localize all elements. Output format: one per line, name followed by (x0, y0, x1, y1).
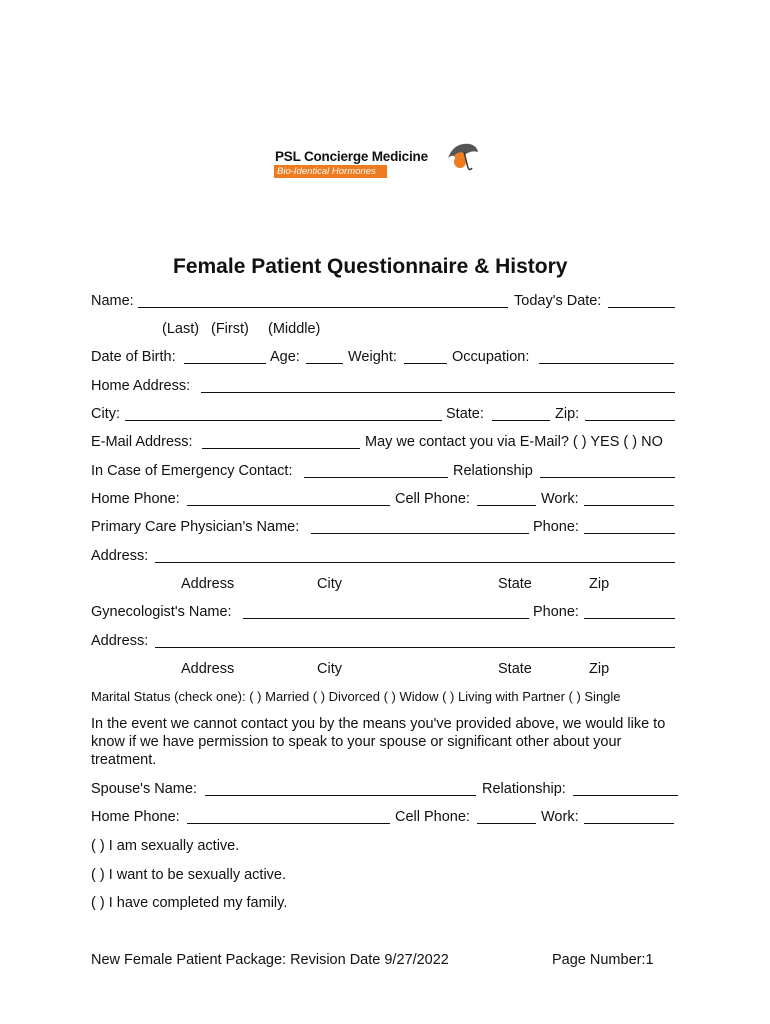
pcp-phone-field[interactable] (584, 533, 675, 534)
spouse-work-field[interactable] (584, 823, 674, 824)
check-sexually-active[interactable]: ( ) I am sexually active. (91, 838, 240, 854)
email-contact-question: May we contact you via E-Mail? ( ) YES ( ) NO (365, 434, 663, 450)
gyn-phone-field[interactable] (584, 618, 675, 619)
occupation-label: Occupation: (452, 349, 530, 365)
emergency-contact-field[interactable] (304, 477, 448, 478)
permission-paragraph: In the event we cannot contact you by the means you've provided above, we would like to know if we have permission to speak to your spouse or significant other about your treatment. (91, 716, 666, 768)
work-label: Work: (541, 491, 579, 507)
spouse-cell-phone-field[interactable] (477, 823, 536, 824)
todays-date-field[interactable] (608, 307, 675, 308)
name-sub-middle: (Middle) (268, 321, 321, 337)
emergency-relationship-field[interactable] (540, 477, 675, 478)
name-label: Name: (91, 293, 134, 309)
home-address-field[interactable] (201, 392, 675, 393)
spouse-home-phone-field[interactable] (187, 823, 390, 824)
weight-field[interactable] (404, 363, 447, 364)
gyn-address-label: Address: (91, 633, 149, 649)
cell-phone-field[interactable] (477, 505, 536, 506)
spouse-name-field[interactable] (205, 795, 476, 796)
weight-label: Weight: (348, 349, 397, 365)
pcp-addr-sub-city: City (317, 576, 342, 592)
occupation-field[interactable] (539, 363, 674, 364)
email-label: E-Mail Address: (91, 434, 193, 450)
name-field[interactable] (138, 307, 508, 308)
state-label: State: (446, 406, 484, 422)
home-phone-label: Home Phone: (91, 491, 180, 507)
cell-phone-label: Cell Phone: (395, 491, 470, 507)
dob-field[interactable] (184, 363, 266, 364)
name-sub-first: (First) (211, 321, 249, 337)
state-field[interactable] (492, 420, 550, 421)
page-title: Female Patient Questionnaire & History (173, 255, 568, 278)
pcp-phone-label: Phone: (533, 519, 579, 535)
spouse-work-label: Work: (541, 809, 579, 825)
emergency-contact-label: In Case of Emergency Contact: (91, 463, 293, 479)
spouse-relationship-label: Relationship: (482, 781, 566, 797)
gyn-addr-sub-address: Address (181, 661, 235, 677)
spouse-home-phone-label: Home Phone: (91, 809, 180, 825)
gyn-phone-label: Phone: (533, 604, 579, 620)
spouse-cell-phone-label: Cell Phone: (395, 809, 470, 825)
marital-status-options[interactable]: Marital Status (check one): ( ) Married ( ) Divorced ( ) Widow ( ) Living with Partner ( ) Single (91, 689, 621, 704)
gyn-name-field[interactable] (243, 618, 529, 619)
city-label: City: (91, 406, 120, 422)
gyn-addr-sub-city: City (317, 661, 342, 677)
email-field[interactable] (202, 448, 360, 449)
check-completed-family[interactable]: ( ) I have completed my family. (91, 895, 288, 911)
pcp-name-label: Primary Care Physician's Name: (91, 519, 300, 535)
spouse-relationship-field[interactable] (573, 795, 678, 796)
zip-label: Zip: (555, 406, 580, 422)
gyn-addr-sub-state: State (498, 661, 532, 677)
pcp-name-field[interactable] (311, 533, 529, 534)
home-address-label: Home Address: (91, 378, 191, 394)
name-sub-last: (Last) (162, 321, 200, 337)
umbrella-logo-icon (444, 138, 480, 172)
pcp-address-field[interactable] (155, 562, 675, 563)
pcp-addr-sub-state: State (498, 576, 532, 592)
work-field[interactable] (584, 505, 674, 506)
footer-package: New Female Patient Package: Revision Date 9/27/2022 (91, 952, 449, 968)
pcp-address-label: Address: (91, 548, 149, 564)
home-phone-field[interactable] (187, 505, 390, 506)
todays-date-label: Today's Date: (514, 293, 602, 309)
check-want-sexually-active[interactable]: ( ) I want to be sexually active. (91, 867, 287, 883)
emergency-relationship-label: Relationship (453, 463, 533, 479)
city-field[interactable] (125, 420, 442, 421)
age-field[interactable] (306, 363, 343, 364)
dob-label: Date of Birth: (91, 349, 176, 365)
spouse-name-label: Spouse's Name: (91, 781, 197, 797)
zip-field[interactable] (585, 420, 675, 421)
logo-tagline: Bio-Identical Hormones (274, 165, 387, 178)
pcp-addr-sub-address: Address (181, 576, 235, 592)
gyn-addr-sub-zip: Zip (589, 661, 610, 677)
pcp-addr-sub-zip: Zip (589, 576, 610, 592)
logo-name: PSL Concierge Medicine (275, 149, 428, 164)
gyn-address-field[interactable] (155, 647, 675, 648)
age-label: Age: (270, 349, 300, 365)
footer-page-number: Page Number:1 (552, 952, 654, 968)
gyn-name-label: Gynecologist's Name: (91, 604, 232, 620)
